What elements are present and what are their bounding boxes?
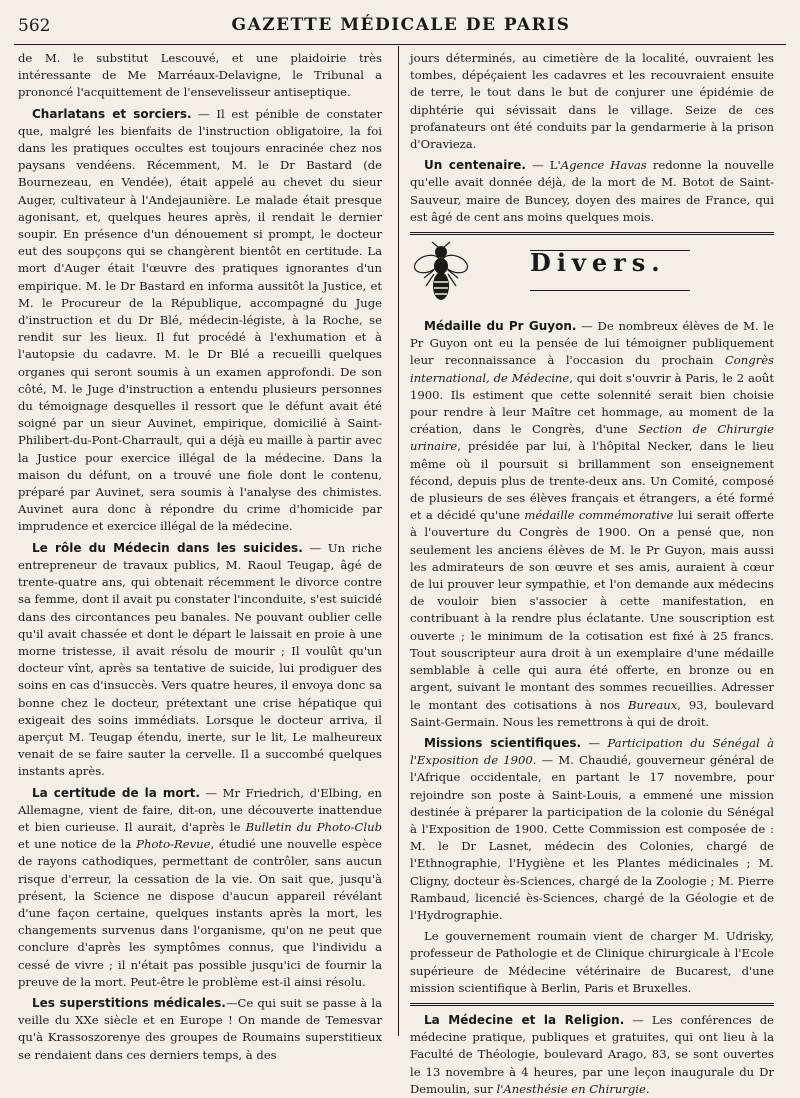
article-emphasis: médaille commémorative xyxy=(524,508,674,523)
article-missions xyxy=(410,735,774,924)
article-religion xyxy=(410,1012,774,1098)
article-text: — Les conférences de médecine pratique, publiques et gratuites, qui ont lieu à la Faculté de Théologie, boulevard Arago, 83, se sont ouvertes le 13 novembre à 4 heures, par une leçon inaugurale du Dr Demoulin, sur xyxy=(410,1012,774,1096)
continued-paragraph: jours déterminés, au cimetière de la localité, ouvraient les tombes, dépéçaient les cadavres et les recouvraient ensuite de terre, le tout dans le but de conjurer une épidémie de diphtérie qui sévissait dans le village. Seize de ces profanateurs ont été conduits par la gendarmerie à la prison d'Oravieza. xyxy=(410,51,774,152)
page-header xyxy=(18,10,784,42)
article-emphasis: l'Anesthésie en Chirurgie xyxy=(496,1081,646,1096)
article-superstitions xyxy=(18,995,382,1064)
article-certitude xyxy=(18,785,382,991)
article-centenaire xyxy=(410,157,774,226)
article-charlatans xyxy=(18,106,382,536)
article-text: , qui doit s'ouvrir à Paris, le 2 août 1900. Ils estiment que cette solennité serait bien choisie pour rendre à leur Maître cet hommage, au moment de la création, dans le Congrès, d'une xyxy=(410,370,774,437)
article-emphasis: Bureaux xyxy=(627,697,678,712)
divers-title: Divers. xyxy=(530,248,666,278)
article-text: , étudié une nouvelle espèce de rayons cathodiques, permettant de contrôler, sans aucun risque d'erreur, la cessation de la vie. On sait que, jusqu'à présent, la Science ne dispose d'aucun appareil révélant d'une façon certaine, quelques instants après la mort, les changements survenus dans l'organisme, qu'on ne peut que conclure d'après les symptômes connus, que l'individu a cessé de vivre ; il n'était pas possible jusqu'ici de fournir la preuve de la mort. Peut-être le problème est-il ainsi résolu. xyxy=(18,837,382,989)
article-title: Les superstitions médicales. xyxy=(32,995,226,1010)
article-emphasis: Congrès international, de Médecine xyxy=(410,353,774,385)
article-role-medecin xyxy=(18,540,382,781)
article-missions-roumain: Le gouvernement roumain vient de charger M. Udrisky, professeur de Pathologie et de Clinique chirurgicale à l'Ecole supérieure de Médecine vétérinaire de Bucarest, d'une mission scientifique à Berlin, Paris et Bruxelles. xyxy=(410,929,774,995)
article-text: , présidée par lui, à l'hôpital Necker, dans le lieu même où il poursuit si brillamment son enseignement fécond, depuis plus de trente-deux ans. Un Comité, composé de plusieurs de ses élèves français et étrangers, a été formé et a décidé qu'une xyxy=(410,439,774,523)
double-rule xyxy=(410,1003,774,1006)
article-title: Charlatans et sorciers. xyxy=(32,106,192,121)
article-title: Médaille du Pr Guyon. xyxy=(424,319,577,334)
article-text: — De nombreux élèves de M. le Pr Guyon ont eu la pensée de lui témoigner publiquement leur reconnaissance à l'occasion du prochain xyxy=(410,319,774,368)
article-subtitle: — Participation du Sénégal à l'Exposition de 1900. xyxy=(410,735,774,768)
article-text: . xyxy=(645,1081,650,1096)
column-divider xyxy=(398,46,399,1036)
article-emphasis: Bulletin du Photo-Club xyxy=(245,819,382,834)
article-emphasis: Agence Havas xyxy=(560,158,647,173)
divers-section-header xyxy=(410,232,774,314)
article-text: — Un riche entrepreneur de travaux publics, M. Raoul Teugap, âgé de trente-quatre ans, qui obtenait récemment le divorce contre sa femme, dont il avait pu constater l'inconduite, s'est suicidé dans des circontances peu banales. Ne pouvant oublier celle qu'il avait chassée et dont le départ le laissait en proie à une morne tristesse, il avait résolu de mourir ; Il voulût qu'un docteur vînt, après sa tentative de suicide, lui prodiguer des soins en cas d'insuccès. Vers quatre heures, il envoya donc sa bonne chez le docteur, prétextant une crise hépatique qui exigeait des soins immédiats. Lorsque le docteur arriva, il aperçut M. Teugap étendu, inerte, sur le lit, Le malheureux venait de se faire sauter la cervelle. Il a succombé quelques instants après. xyxy=(18,540,383,779)
article-text: et une notice de la xyxy=(18,837,137,852)
header-rule xyxy=(14,44,786,45)
article-emphasis: Photo-Revue xyxy=(136,837,211,852)
divers-rule xyxy=(530,290,690,291)
article-title: Un centenaire. xyxy=(424,158,526,173)
article-emphasis: Section de Chirurgie urinaire xyxy=(410,422,774,454)
article-medaille xyxy=(410,318,774,731)
article-text: lui serait offerte à l'ouverture du Congrès de 1900. On a pensé que, non seulement les anciens élèves de M. le Pr Guyon, mais aussi les admirateurs de son œuvre et ses amis, auraient à cœur de lui prouver leur sympathie, et l'on demande aux médecins de vouloir bien s'associer à cette manifestation, en contribuant à la rendre plus éclatante. Une souscription est ouverte ; le minimum de la cotisation est fixé à 25 francs. Tout souscripteur aura droit à un exemplaire d'une médaille semblable à celle qui aura été offerte, en bronze ou en argent, suivant le montant des sommes recueillies. Adresser le montant des cotisations à nos xyxy=(410,508,775,712)
page-number: 562 xyxy=(18,16,51,36)
article-text: — Mr Friedrich, d'Elbing, en Allemagne, vient de faire, dit-on, une découverte inattendue et bien curieuse. Il aurait, d'après le xyxy=(18,785,382,834)
article-title: Missions scientifiques. xyxy=(424,735,582,750)
article-text: redonne la nouvelle qu'elle avait donnée déjà, de la mort de M. Botot de Saint-Sauveur, maire de Buncey, doyen des maires de France, qui est âgé de cent ans moins quelques mois. xyxy=(410,158,774,224)
bee-icon xyxy=(414,242,468,304)
article-title: Le rôle du Médecin dans les suicides. xyxy=(32,540,303,555)
double-rule xyxy=(410,232,774,235)
intro-paragraph: de M. le substitut Lescouvé, et une plaidoirie très intéressante de Me Marréaux-Delavigne, le Tribunal a prononcé l'acquittement de l'ensevelisseur antiseptique. xyxy=(18,51,382,100)
article-text: — M. Chaudié, gouverneur général de l'Afrique occidentale, en partant le 17 novembre, pour rejoindre son poste à Saint-Louis, a emmené une mission destinée à préparer la participation de la colonie du Sénégal à l'Exposition de 1900. Cette Commission est composée de : M. le Dr Lasnet, médecin des Colonies, chargé de l'Ethnographie, l'Hygiène et les Plantes médicinales ; M. Cligny, docteur ès-Sciences, chargé de la Zoologie ; M. Pierre Rambaud, licencié ès-Sciences, chargé de la Géologie et de l'Hydrographie. xyxy=(410,753,774,922)
article-text: — Il est pénible de constater que, malgré les bienfaits de l'instruction obligatoire, la foi dans les pratiques occultes est toujours enracinée chez nos paysans vendéens. Récemment, M. le Dr Bastard (de Bournezeau, en Vendée), était appelé au chevet du sieur Auger, cultivateur à l'Andejaunière. Le malade était presque agonisant, et, quelques heures après, il rendait le dernier soupir. En présence d'un dénouement si prompt, le docteur eut des soupçons qui se changèrent bientôt en certitude. La mort d'Auger était l'œuvre des pratiques ignorantes d'un empirique. M. le Dr Bastard en informa aussitôt la Justice, et M. le Procureur de la République, accompagné du Juge d'instruction et du Dr Blé, médecin-légiste, à la Roche, se rendit sur les lieux. Il fut procédé à l'exhumation et à l'autopsie du cadavre. M. le Dr Blé a recueilli quelques organes qui seront soumis à un examen approfondi. De son côté, M. le Juge d'instruction a entendu plusieurs personnes du témoignage desquelles il ressort que le défunt avait été soigné par un sieur Auvinet, empirique, domicilié à Saint-Philibert-du-Pont-Charrault, qui a déjà eu maille à partir avec la Justice pour exercice illégal de la médecine. Dans la maison du défunt, on a trouvé une fiole dont le contenu, préparé par Auvinet, sera soumis à l'analyse des chimistes. Auvinet aura donc à répondre du crime d'homicide par imprudence et exercice illégal de la médecine. xyxy=(18,106,382,534)
article-title: La Médecine et la Religion. xyxy=(424,1012,625,1027)
article-text: , 93, boulevard Saint-Germain. Nous les remettrons à qui de droit. xyxy=(410,697,774,729)
right-column xyxy=(410,50,775,1096)
article-text: —Ce qui suit se passe à la veille du XXe siècle et en Europe ! On mande de Temesvar qu'à Krassoszorenye des groupes de Roumains superstitieux se rendaient dans ces derniers temps, à des xyxy=(18,995,382,1062)
article-text: — L' xyxy=(525,158,561,173)
article-title: La certitude de la mort. xyxy=(32,785,200,800)
left-column xyxy=(18,50,383,1062)
journal-title: GAZETTE MÉDICALE DE PARIS xyxy=(231,15,571,35)
